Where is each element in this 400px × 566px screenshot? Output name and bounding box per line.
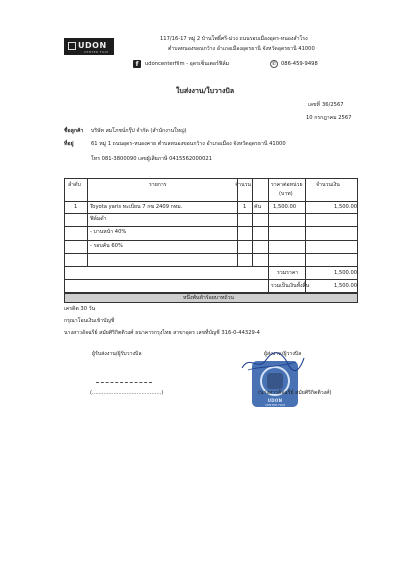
document-title: ใบส่งงาน/ใบวางบิล <box>176 87 235 95</box>
header-amount: จำนวนเงิน <box>316 182 340 188</box>
sender-label: ผู้ส่งงาน/ผู้วางบิล <box>264 351 302 357</box>
facebook-icon: f <box>133 60 141 68</box>
customer-address-label: ที่อยู่ <box>64 141 74 147</box>
row-item: Toyota yaris ทะเบียน 7 กฆ 2409 กทม. <box>90 204 183 210</box>
receiver-label: ผู้รับส่งงาน/ผู้รับวางบิล <box>92 351 142 357</box>
row-unit-price: 1,500.00 <box>273 204 297 210</box>
row-no: 1 <box>74 204 78 210</box>
sub-item-2: - บานหน้า 40% <box>90 229 127 235</box>
header-no: ลำดับ <box>68 182 81 188</box>
header-unit-price: ราคาต่อหน่วย <box>271 182 303 188</box>
row-amount: 1,500.00 <box>334 204 358 210</box>
customer-name: บริษัท สมโภชน์กรุ๊ป จำกัด (สำนักงานใหญ่) <box>91 128 187 134</box>
subtotal-label: รวมราคา <box>277 270 299 276</box>
amount-in-words-bar <box>64 293 358 303</box>
logo-mark-icon <box>68 42 76 50</box>
receiver-name: (..........................................) <box>90 390 164 396</box>
sub-item-3: - รอบคัน 60% <box>90 243 123 249</box>
grand-total-value: 1,500.00 <box>334 283 358 289</box>
logo-subtitle: CENTER FILM <box>84 49 109 54</box>
stamp-caption: UDON <box>267 398 283 403</box>
phone-icon: ✆ <box>271 61 277 67</box>
sub-item-1: ฟิล์มดำ <box>90 216 107 222</box>
row-unit: คัน <box>254 204 262 210</box>
doc-number-label: เลขที่ <box>308 102 320 108</box>
amount-in-words: หนึ่งพันห้าร้อยบาทถ้วน <box>183 295 234 301</box>
doc-number: 36/2567 <box>322 102 344 108</box>
credit-terms: เครดิต 30 วัน <box>64 306 96 312</box>
customer-name-label: ชื่อลูกค้า <box>64 128 84 134</box>
company-phone: 086-459-9498 <box>281 61 318 67</box>
customer-contact: โทร 081-3800090 เลขผู้เสียภาษี 0415562000021 <box>91 156 212 162</box>
sender-name: (นางสาวอัจฉรีย์ สมัยศิริกิตติวงศ์) <box>258 390 332 396</box>
company-address-line2: ตำบลหนองขอนกว้าง อำเภอเมืองอุดรธานี จังหวัดอุดรธานี 41000 <box>168 46 315 52</box>
subtotal-value: 1,500.00 <box>334 270 358 276</box>
customer-address: 61 หมู่ 1 ถนนอุดร-หนองคาย ตำบลหนองขอนกว้าง อำเภอเมือง จังหวัดอุดรธานี 41000 <box>91 141 286 147</box>
company-logo <box>64 38 114 55</box>
receiver-signature-line <box>96 382 152 383</box>
header-item: รายการ <box>149 182 167 188</box>
company-facebook: udoncenterfilm - อุดรเซ็นเตอร์ฟิล์ม <box>145 61 230 67</box>
grand-total-label: รวมเป็นเงินทั้งสิ้น <box>271 283 310 289</box>
stamp-caption-sub: CENTER FILM <box>265 403 285 407</box>
items-table <box>64 178 358 293</box>
transfer-instruction: กรุณาโอนเงินเข้าบัญชี <box>64 318 115 324</box>
handwritten-signature <box>238 350 308 374</box>
bank-account: นางสาวอัจฉรีย์ สมัยศิริกิตติวงศ์ ธนาคารกรุงไทย สาขาอุดร เลขที่บัญชี 316-0-44329-4 <box>64 330 260 336</box>
doc-date: 10 กรกฎาคม 2567 <box>306 115 352 121</box>
header-qty: จำนวน <box>235 182 251 188</box>
header-unit-price-currency: (บาท) <box>279 191 293 197</box>
row-qty: 1 <box>243 204 247 210</box>
company-address-line1: 117/16-17 หมู่ 2 บ้านโพธิ์ศรี-ม่วง ถนนรอบเมืองอุดร-หนองสำโรง <box>160 36 308 42</box>
logo-word: UDON <box>78 41 107 50</box>
